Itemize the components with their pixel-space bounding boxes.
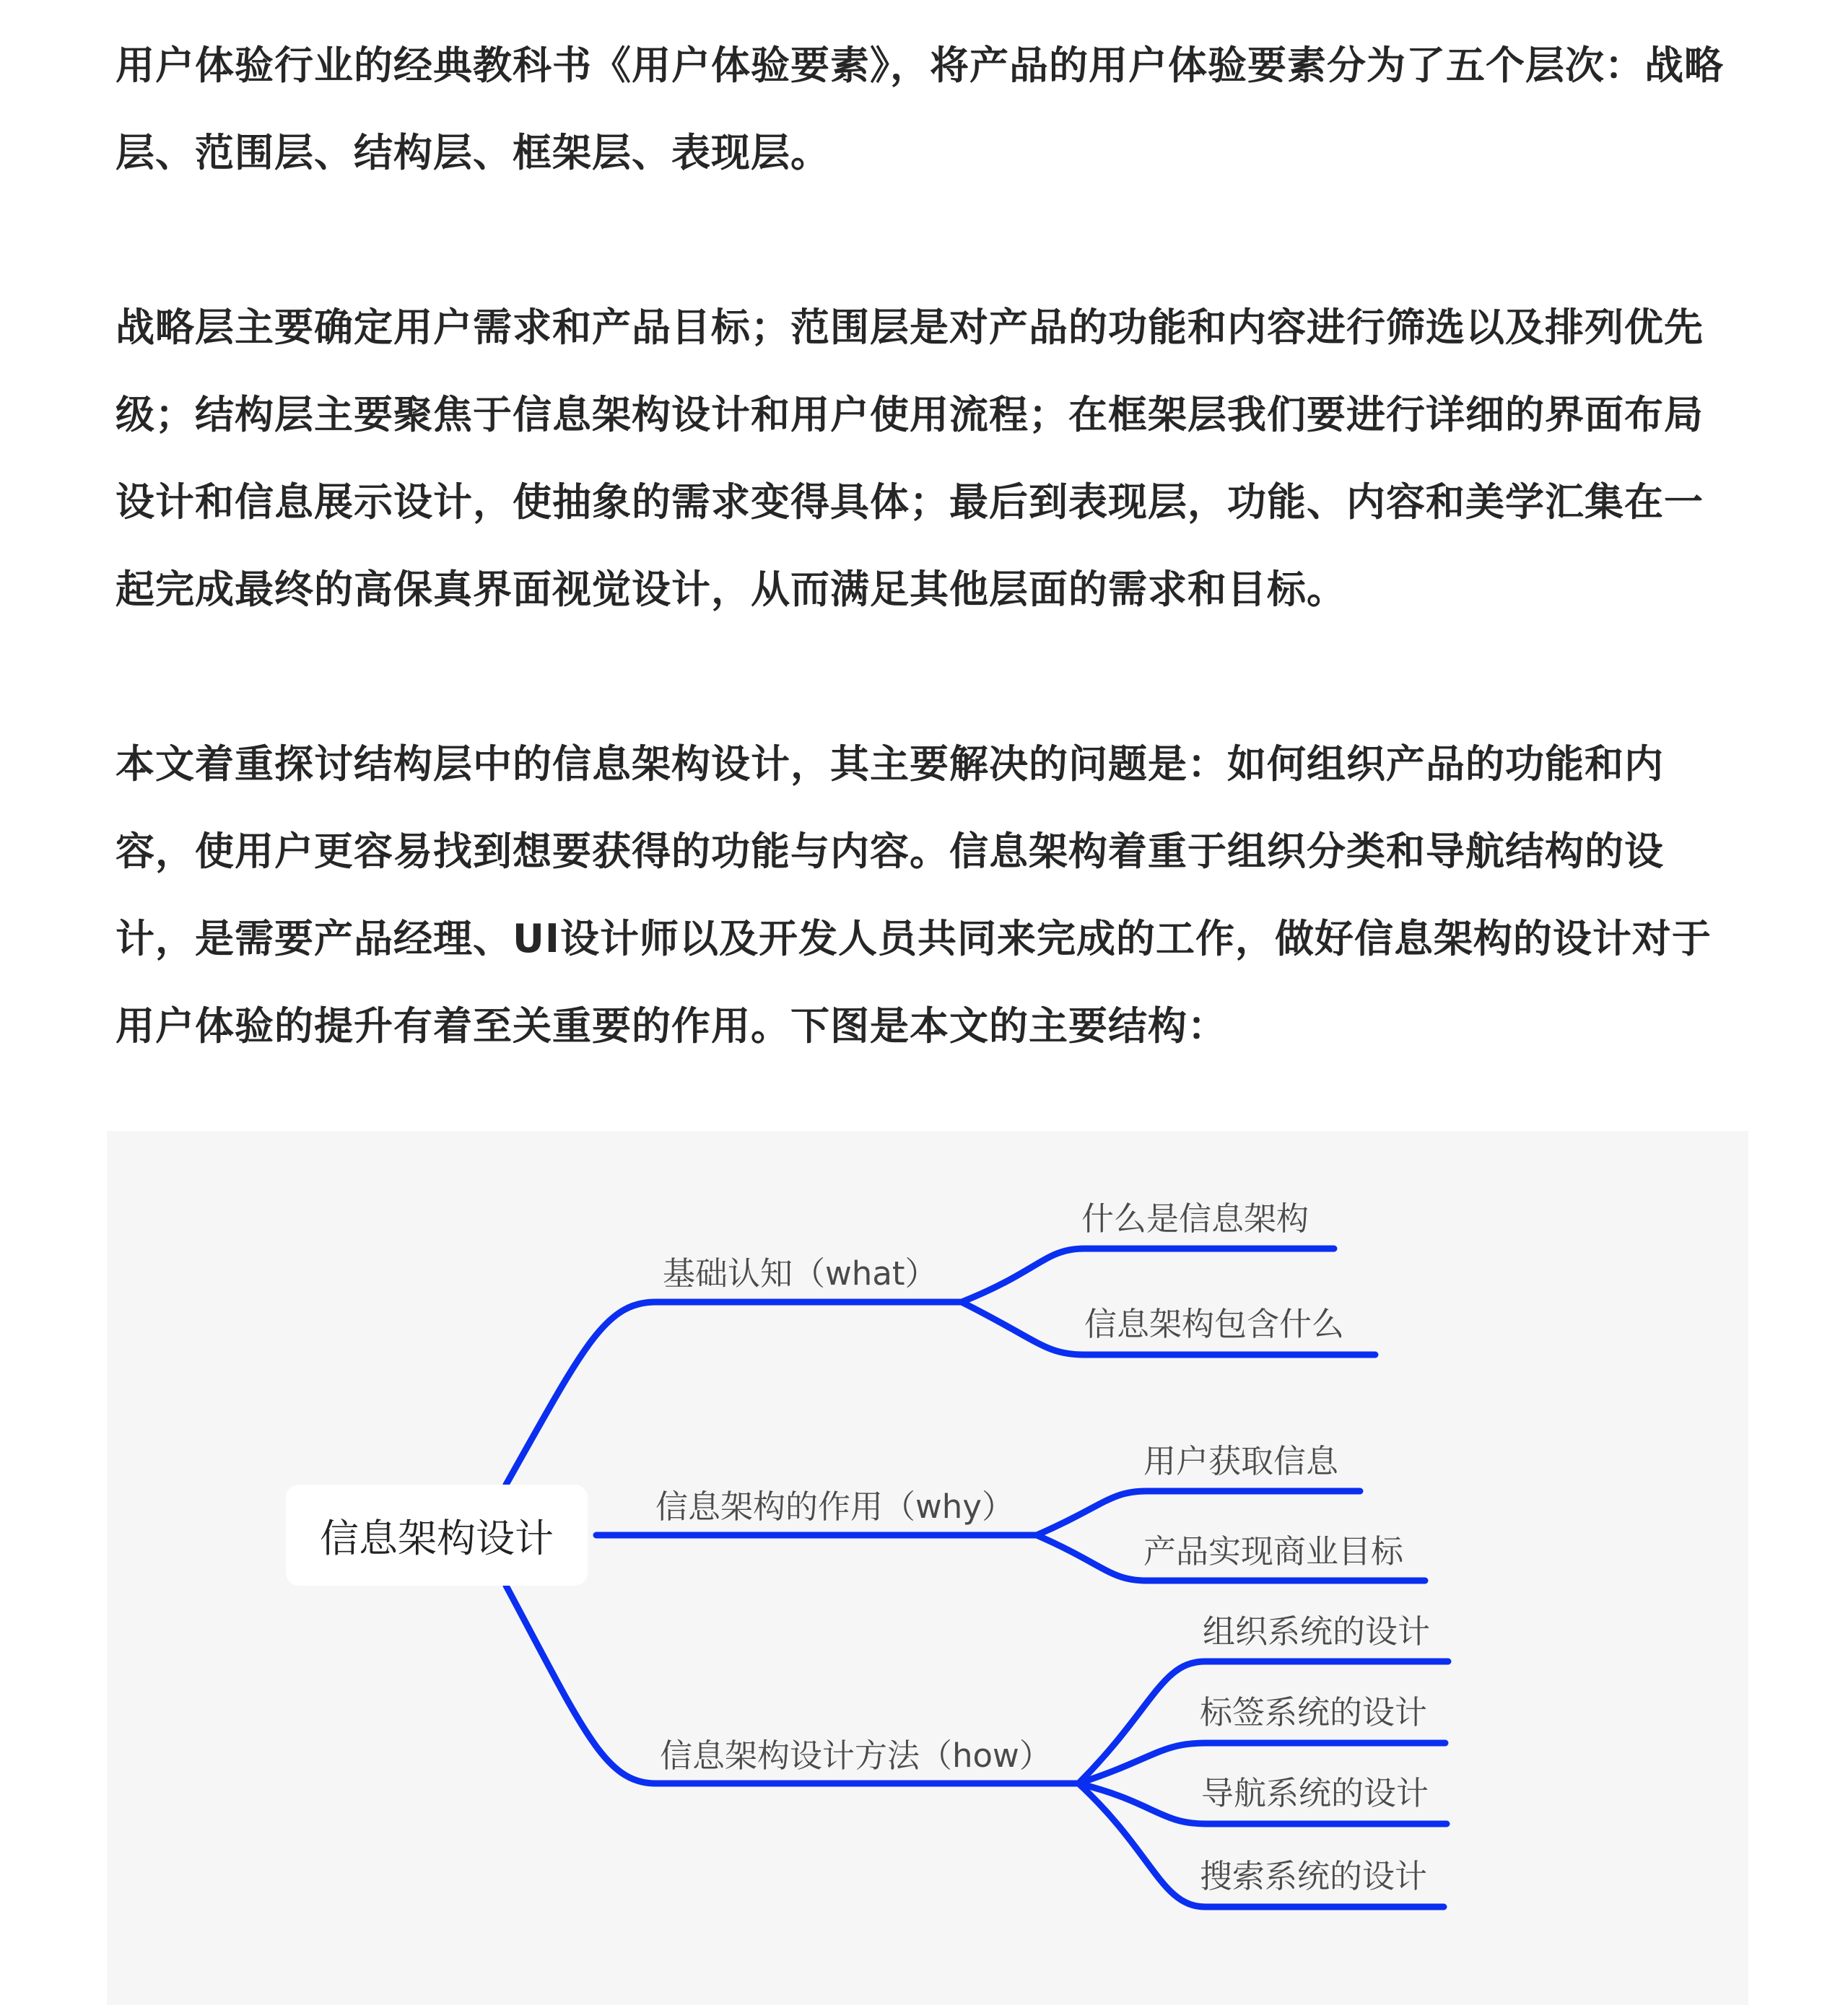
connector-root-what: [506, 1302, 962, 1485]
leaf-label-what-1: 什么是信息架构: [1081, 1200, 1309, 1238]
mindmap-root-node: [286, 1485, 588, 1586]
leaf-label-how-1: 组织系统的设计: [1203, 1612, 1431, 1651]
connector-why-child-1: [1037, 1491, 1360, 1535]
paragraph-layers: 战略层主要确定用户需求和产品目标；范围层是对产品的功能和内容进行筛选以及排列优先级；结构层主要聚焦于信息架构设计和用户使用流程；在框架层我们要进行详细的界面布局设计和信息展示设计，使抽象的需求变得具体；最后到表现层，功能、内容和美学汇集在一起完成最终的高保真界面视觉设计，从而满足其他层面的需求和目标。: [116, 305, 1704, 612]
branch-label-why: 信息架构的作用（why）: [655, 1488, 1014, 1526]
paragraph-intro: 用户体验行业的经典教科书《用户体验要素》，将产品的用户体验要素分为了五个层次：战略层、范围层、结构层、框架层、表现层。: [116, 43, 1724, 175]
article-body: [116, 22, 1740, 1070]
leaf-label-why-1: 用户获取信息: [1143, 1442, 1339, 1480]
mindmap-root-label: 信息架构设计: [320, 1515, 554, 1561]
paragraph-focus: 本文着重探讨结构层中的信息架构设计，其主要解决的问题是：如何组织产品的功能和内容，使用户更容易找到想要获得的功能与内容。信息架构着重于组织分类和导航结构的设计，是需要产品经理、UI设计师以及开发人员共同来完成的工作，做好信息架构的设计对于用户体验的提升有着至关重要的作用。下图是本文的主要结构：: [116, 741, 1712, 1049]
mindmap-figure: [107, 1131, 1748, 2005]
leaf-label-what-2: 信息架构包含什么: [1084, 1305, 1345, 1343]
branch-label-what: 基础认知（what）: [663, 1254, 938, 1293]
leaf-label-how-4: 搜索系统的设计: [1200, 1857, 1428, 1895]
leaf-label-why-2: 产品实现商业目标: [1143, 1532, 1404, 1571]
leaf-label-how-3: 导航系统的设计: [1201, 1774, 1429, 1812]
leaf-label-how-2: 标签系统的设计: [1200, 1693, 1428, 1731]
connector-what-child-1: [962, 1249, 1334, 1302]
branch-label-how: 信息架构设计方法（how）: [660, 1737, 1052, 1775]
